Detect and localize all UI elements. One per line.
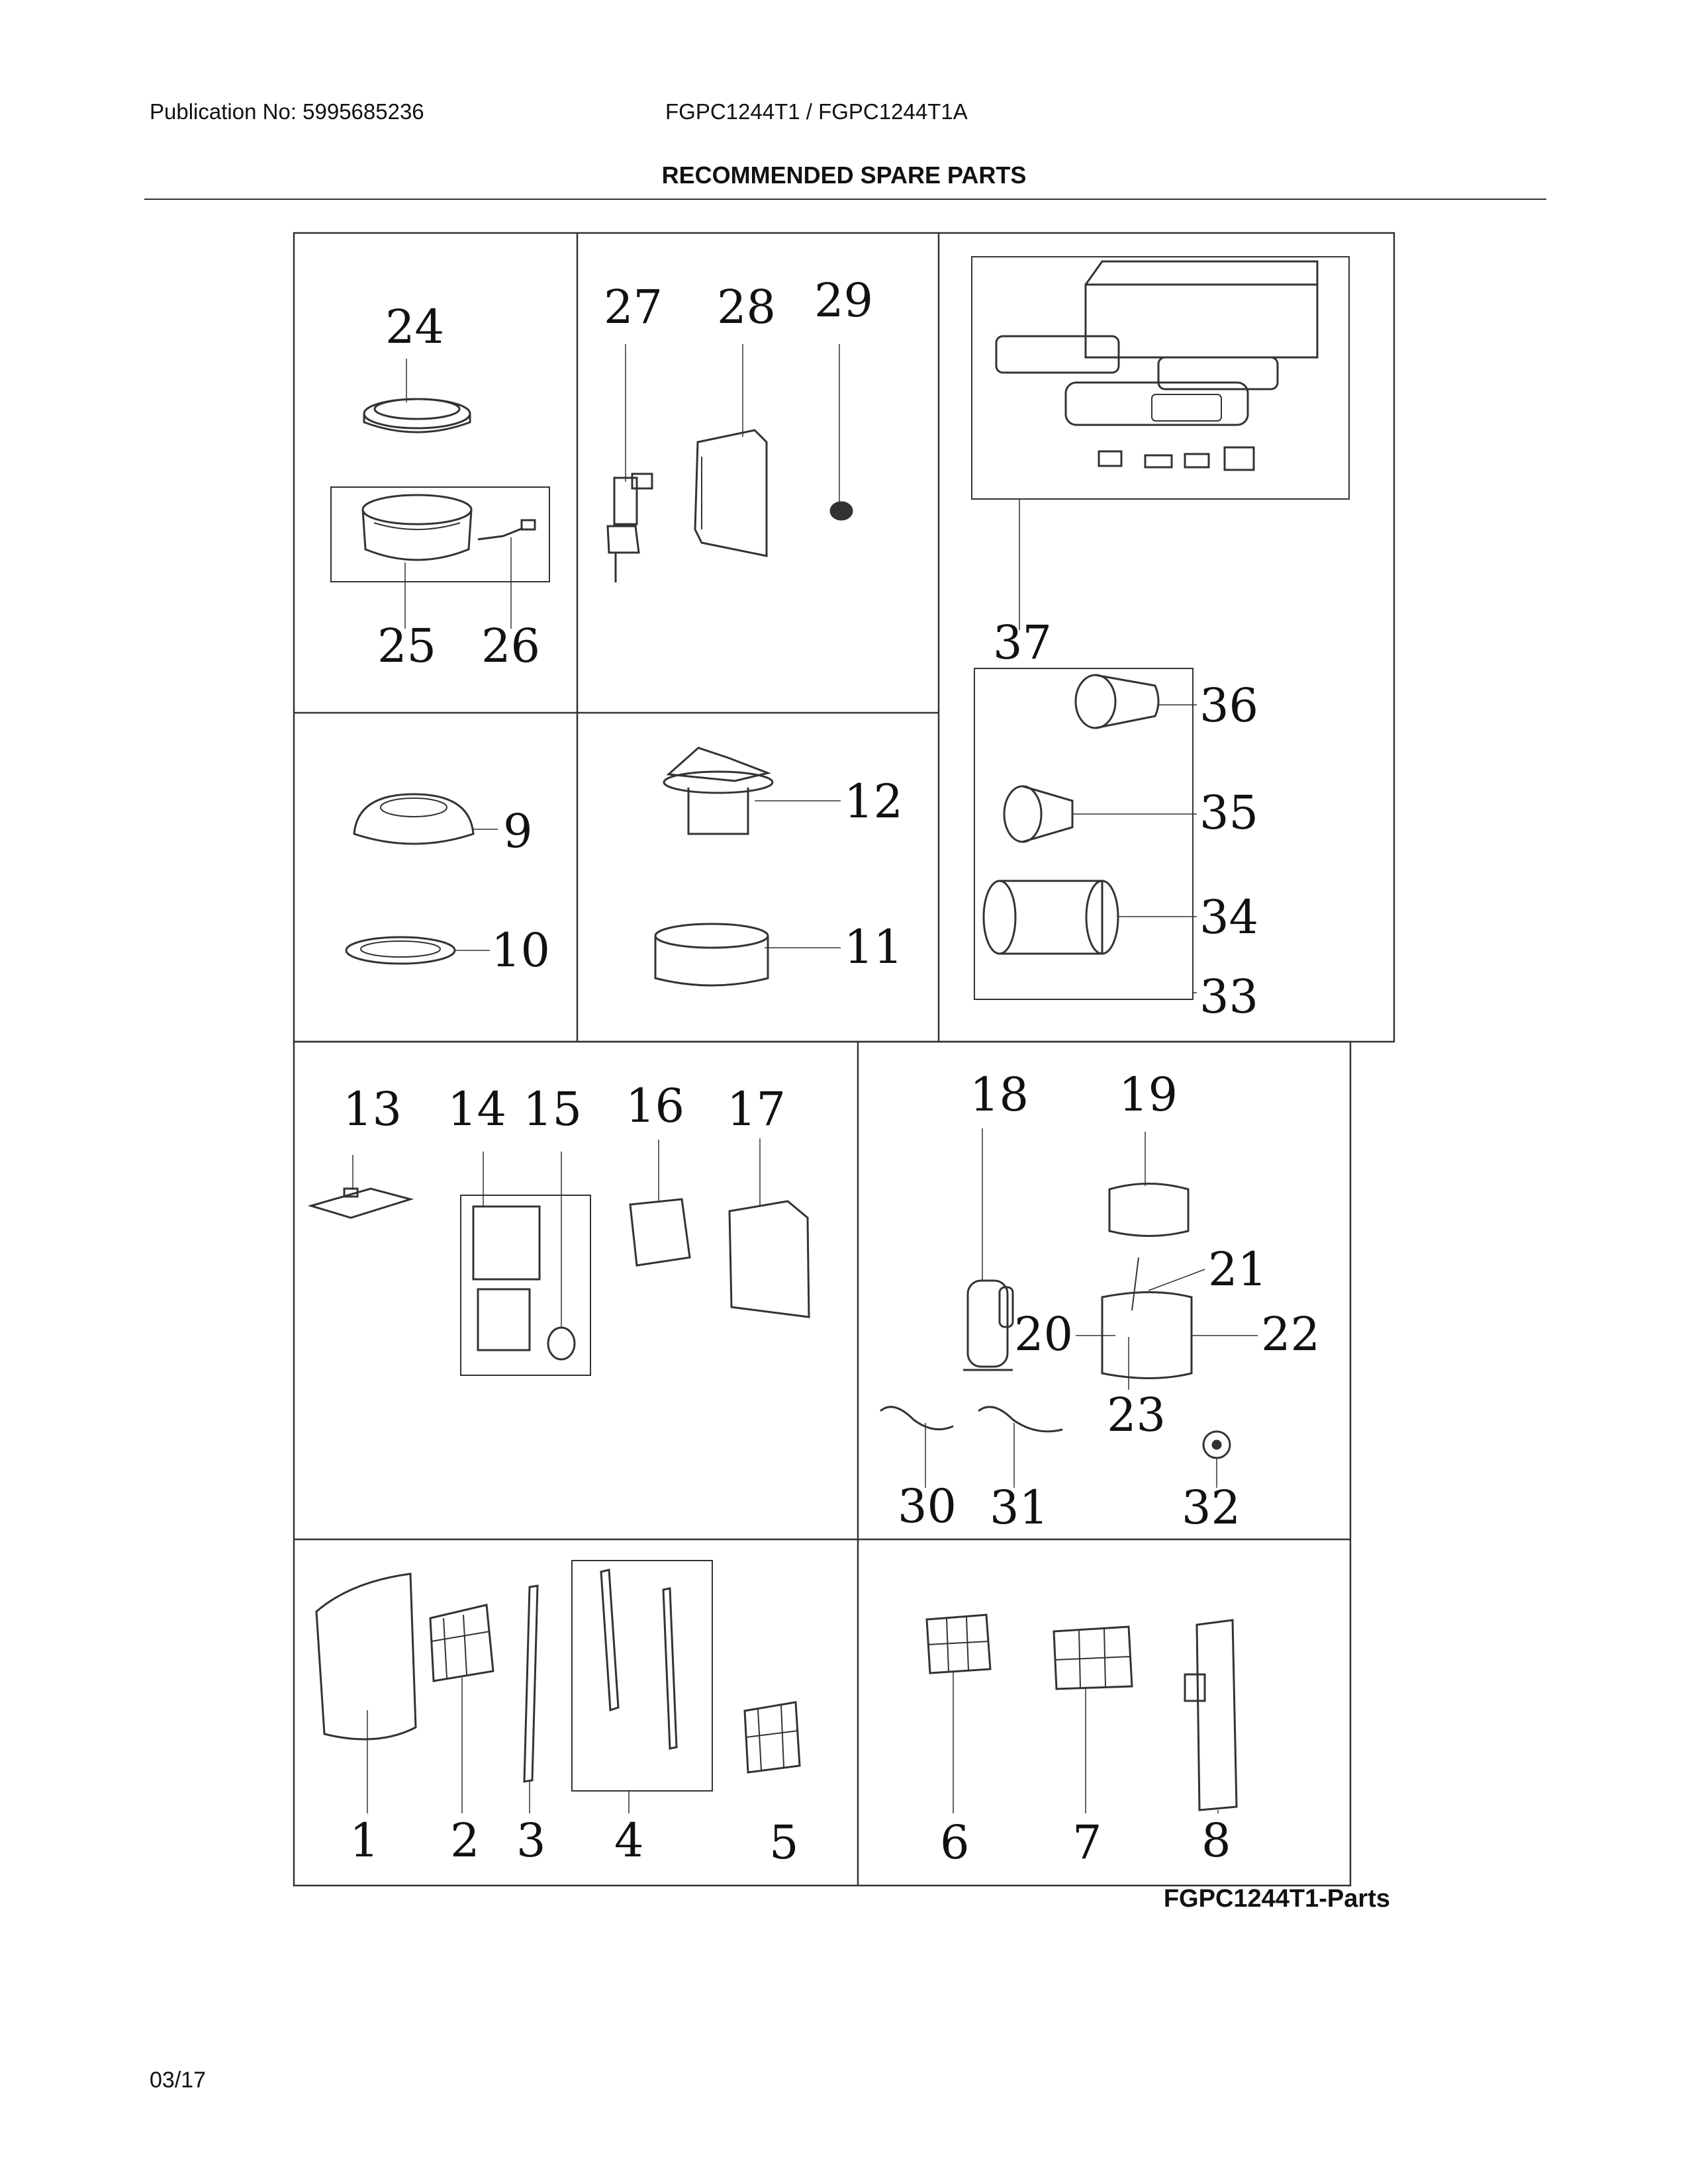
callout-21: 21 <box>1208 1242 1268 1297</box>
callout-20: 20 <box>1014 1307 1074 1361</box>
grid-frame <box>294 233 1394 1886</box>
part-1-front-cover <box>316 1574 416 1739</box>
callout-8: 8 <box>1201 1813 1231 1868</box>
model-numbers: FGPC1244T1 / FGPC1244T1A <box>665 99 968 124</box>
callout-13: 13 <box>343 1082 402 1136</box>
callout-11: 11 <box>844 920 904 974</box>
callout-33: 33 <box>1199 970 1259 1024</box>
callout-12: 12 <box>844 774 904 829</box>
callout-2: 2 <box>450 1813 480 1868</box>
callout-5: 5 <box>769 1815 799 1870</box>
part-12-fan-motor <box>664 748 773 834</box>
callout-34: 34 <box>1199 890 1259 944</box>
part-9-top-cover <box>354 794 473 844</box>
part-29-knob <box>831 502 852 520</box>
part-10-gasket <box>346 937 455 964</box>
callout-3: 3 <box>516 1813 546 1868</box>
callout-24: 24 <box>385 300 445 354</box>
part-4-rails <box>601 1570 677 1749</box>
diagram-label: FGPC1244T1-Parts <box>1163 1885 1390 1913</box>
callout-1: 1 <box>350 1813 379 1868</box>
callout-29: 29 <box>814 273 874 328</box>
callout-4: 4 <box>614 1813 644 1868</box>
part-18-compressor <box>963 1281 1013 1370</box>
callout-7: 7 <box>1072 1815 1102 1870</box>
part-37-panel-set <box>996 261 1317 470</box>
part-5-filter <box>745 1702 800 1772</box>
part-34-exhaust-hose <box>984 881 1118 954</box>
kit-box-14 <box>461 1195 590 1375</box>
part-19-condenser <box>1109 1184 1188 1236</box>
part-16-cover <box>630 1199 690 1265</box>
callout-26: 26 <box>481 619 541 673</box>
part-13-main-board <box>311 1189 410 1218</box>
callout-35: 35 <box>1199 786 1259 840</box>
kit-box-4 <box>572 1561 712 1791</box>
part-21-tube <box>1132 1257 1139 1310</box>
callout-31: 31 <box>990 1480 1049 1535</box>
callout-14: 14 <box>447 1082 507 1136</box>
part-15-capacitor <box>548 1328 575 1359</box>
part-11-fan-housing <box>655 924 768 985</box>
callout-22: 22 <box>1261 1307 1321 1361</box>
publication-number: Publication No: 5995685236 <box>150 99 424 124</box>
part-14-display-board <box>473 1206 539 1350</box>
callout-28: 28 <box>717 280 776 334</box>
part-31-sensor <box>978 1407 1062 1432</box>
part-25-base <box>363 495 471 560</box>
page-title: RECOMMENDED SPARE PARTS <box>661 161 1027 189</box>
callout-30: 30 <box>898 1479 957 1533</box>
part-30-sensor <box>880 1407 953 1430</box>
part-17-control-housing <box>729 1201 809 1317</box>
callout-15: 15 <box>523 1082 583 1136</box>
part-2-filter <box>430 1605 493 1681</box>
part-8-side-bracket <box>1185 1620 1237 1810</box>
publication-date: 03/17 <box>150 2068 207 2093</box>
part-32-grommet <box>1203 1432 1230 1458</box>
part-22-evaporator <box>1102 1293 1192 1379</box>
callout-9: 9 <box>503 804 533 858</box>
part-35-hose-adapter <box>1004 786 1072 842</box>
leader-21 <box>1149 1269 1205 1291</box>
part-7-filter <box>1054 1627 1132 1689</box>
part-26-sensor-wire <box>478 520 535 539</box>
part-28-control-box <box>695 430 767 556</box>
part-3-side-strip <box>524 1586 538 1782</box>
part-36-window-adapter <box>1076 675 1158 728</box>
callout-27: 27 <box>604 280 663 334</box>
callout-16: 16 <box>626 1079 685 1133</box>
callout-23: 23 <box>1107 1388 1166 1442</box>
callout-37: 37 <box>993 615 1053 670</box>
callout-32: 32 <box>1182 1480 1241 1535</box>
kit-box-37 <box>972 257 1349 499</box>
callout-36: 36 <box>1199 678 1259 733</box>
part-27-valve-bracket <box>608 474 652 582</box>
part-6-filter <box>927 1615 990 1673</box>
callout-6: 6 <box>940 1815 970 1870</box>
part-24-ring <box>364 399 470 432</box>
callout-25: 25 <box>377 619 437 673</box>
callout-18: 18 <box>970 1068 1029 1122</box>
callout-17: 17 <box>727 1082 786 1136</box>
callout-10: 10 <box>491 923 551 978</box>
callout-19: 19 <box>1119 1068 1178 1122</box>
